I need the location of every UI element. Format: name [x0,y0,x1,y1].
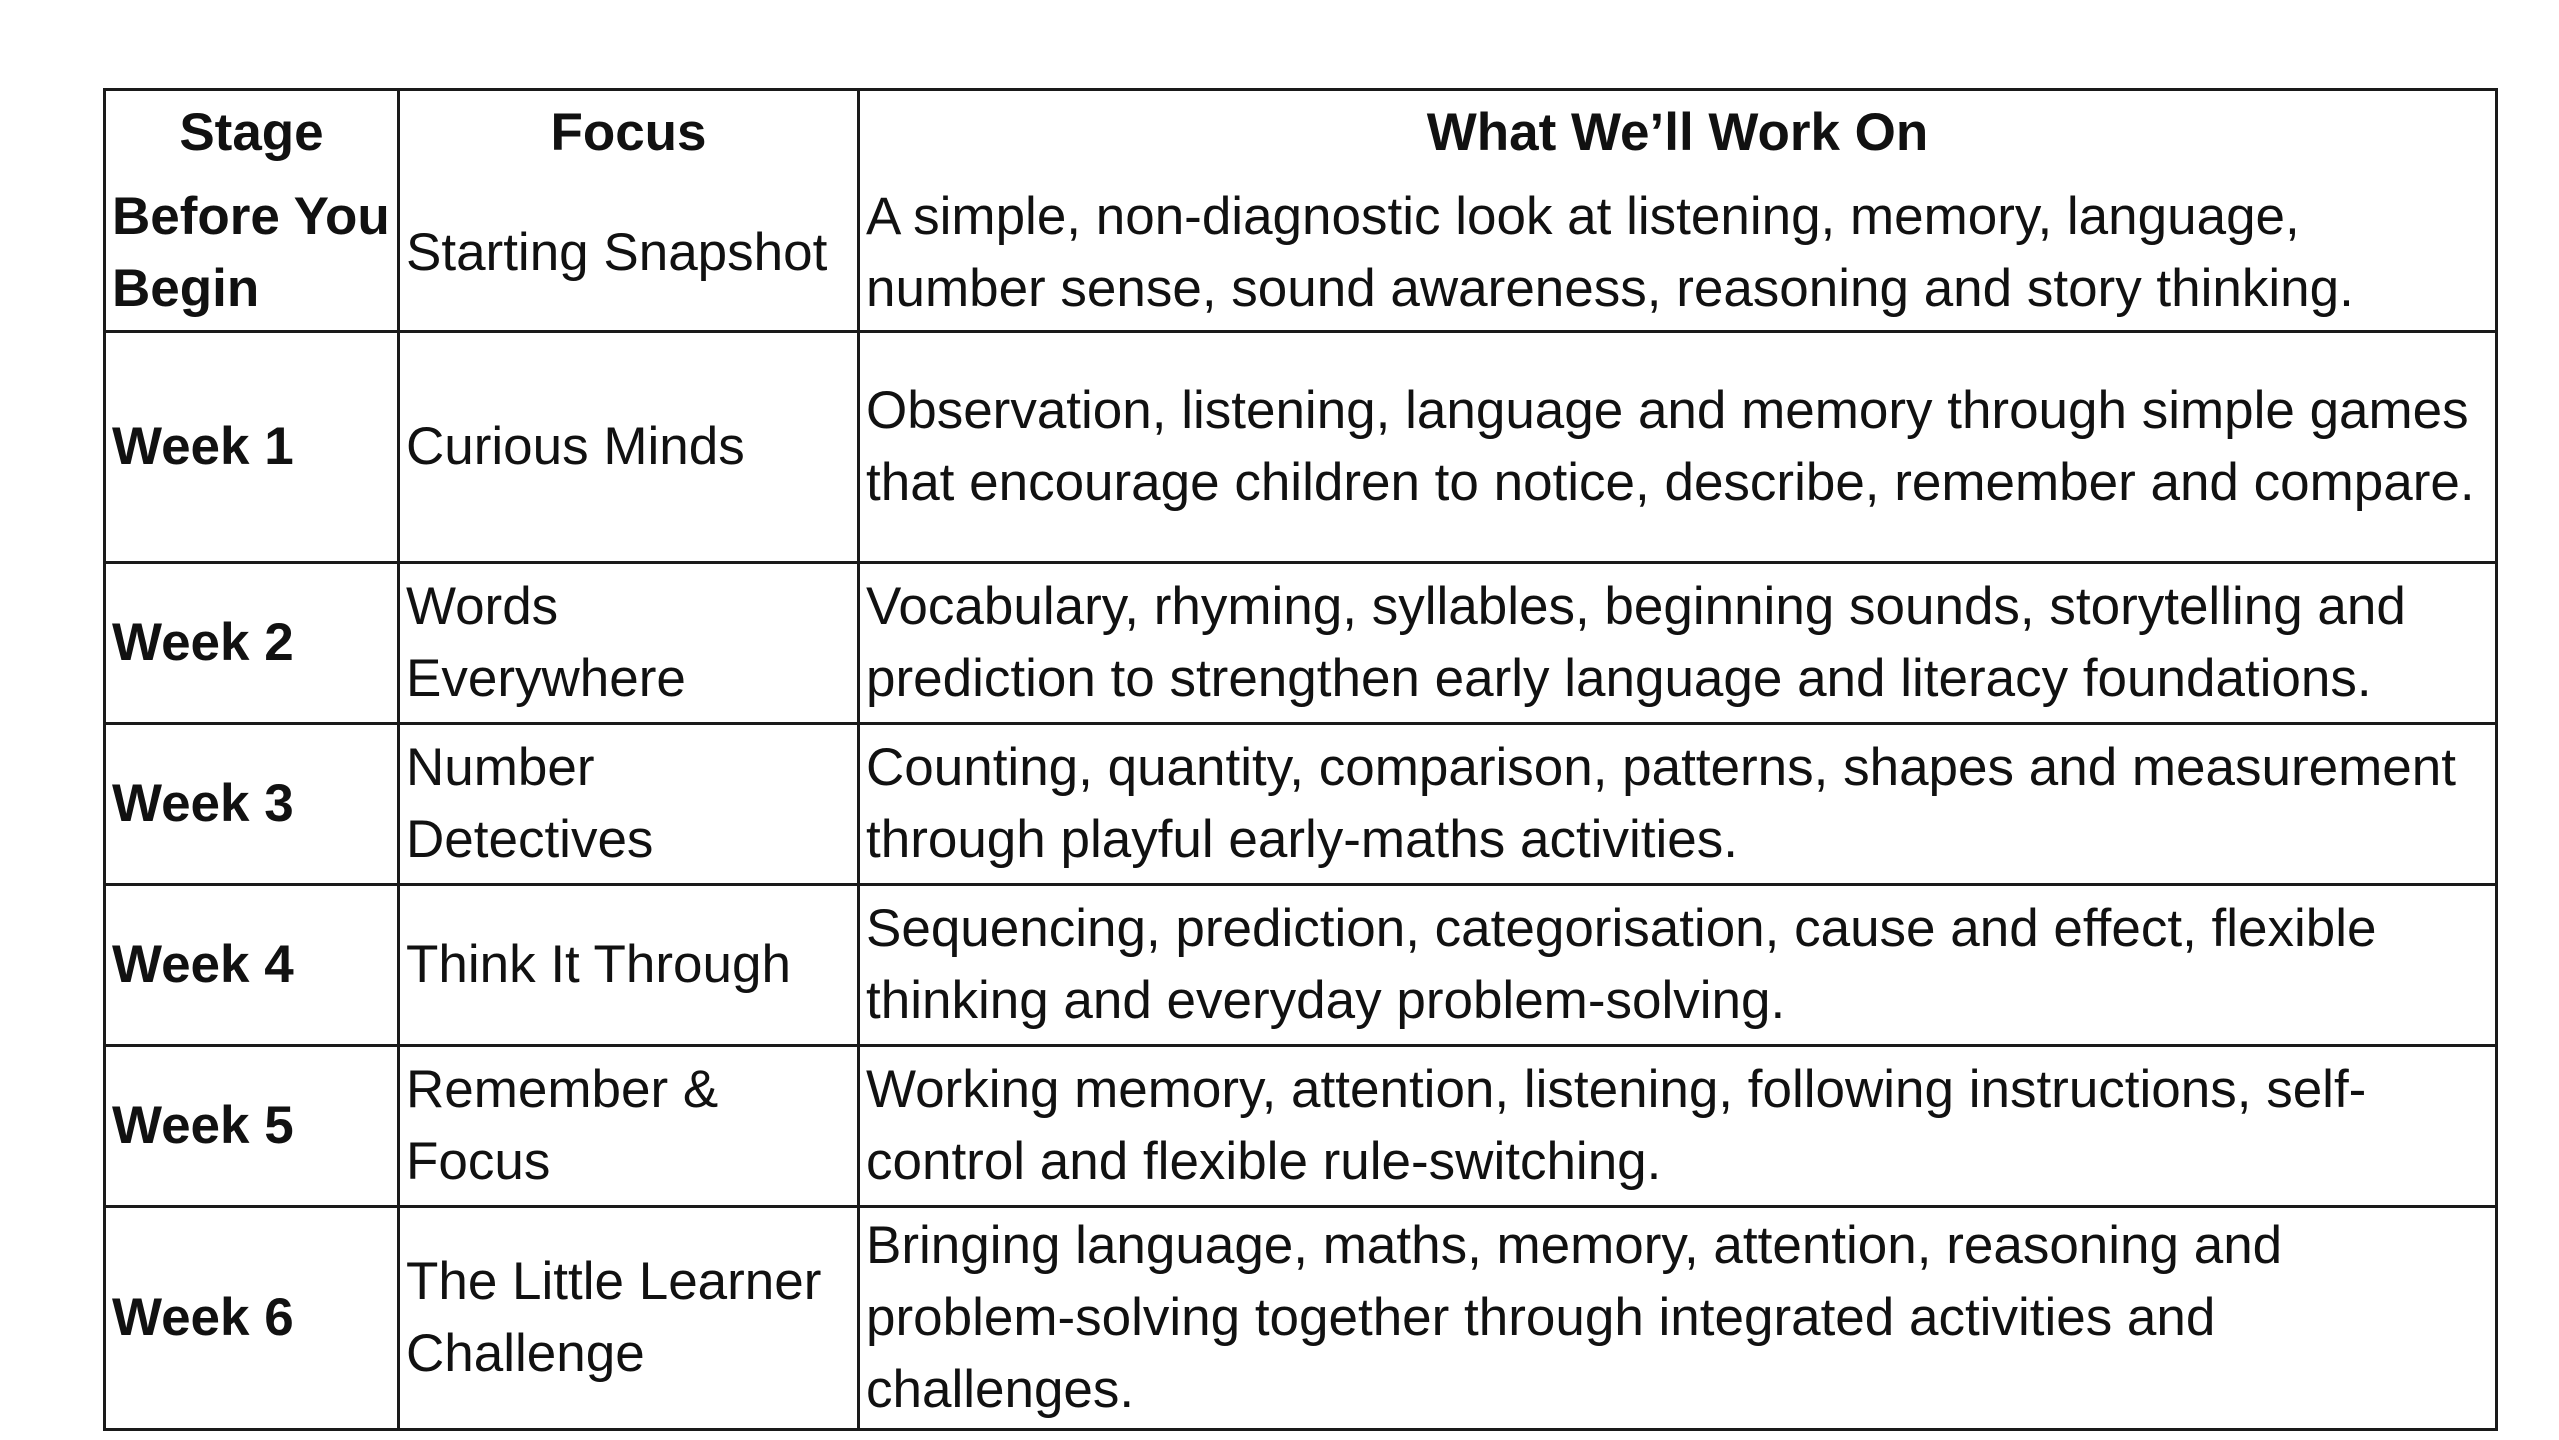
table-row [105,175,2497,332]
table-row [105,885,2497,1046]
row-stage: Before You Begin [105,175,399,332]
header-focus: Focus [399,90,859,176]
header-work: What We’ll Work On [859,90,2497,176]
row-stage: Week 2 [105,563,399,724]
row-stage: Week 6 [105,1207,399,1430]
row-focus: Curious Minds [399,332,859,563]
row-focus: The Little Learner Challenge [399,1207,859,1430]
table-row [105,563,2497,724]
row-stage: Week 4 [105,885,399,1046]
row-focus: Words Everywhere [399,563,859,724]
header-stage: Stage [105,90,399,176]
row-work: Counting, quantity, comparison, patterns, shapes and measurement through playful early-maths activities. [859,724,2497,885]
row-focus: Number Detectives [399,724,859,885]
table-row [105,1046,2497,1207]
row-work: A simple, non-diagnostic look at listening, memory, language, number sense, sound awareness, reasoning and story thinking. [859,175,2497,332]
programme-table-container [103,88,2495,1431]
row-work: Observation, listening, language and memory through simple games that encourage children to notice, describe, remember and compare. [859,332,2497,563]
row-work: Working memory, attention, listening, following instructions, self-control and flexible rule-switching. [859,1046,2497,1207]
row-stage: Week 1 [105,332,399,563]
programme-table [103,88,2498,1431]
row-focus: Remember & Focus [399,1046,859,1207]
table-header-row [105,90,2497,176]
table-row [105,724,2497,885]
table-row [105,332,2497,563]
row-work: Vocabulary, rhyming, syllables, beginning sounds, storytelling and prediction to strengthen early language and literacy foundations. [859,563,2497,724]
table-row [105,1207,2497,1430]
row-focus: Think It Through [399,885,859,1046]
row-work: Sequencing, prediction, categorisation, cause and effect, flexible thinking and everyday problem-solving. [859,885,2497,1046]
row-stage: Week 3 [105,724,399,885]
row-focus: Starting Snapshot [399,175,859,332]
row-stage: Week 5 [105,1046,399,1207]
row-work: Bringing language, maths, memory, attention, reasoning and problem-solving together through integrated activities and challenges. [859,1207,2497,1430]
